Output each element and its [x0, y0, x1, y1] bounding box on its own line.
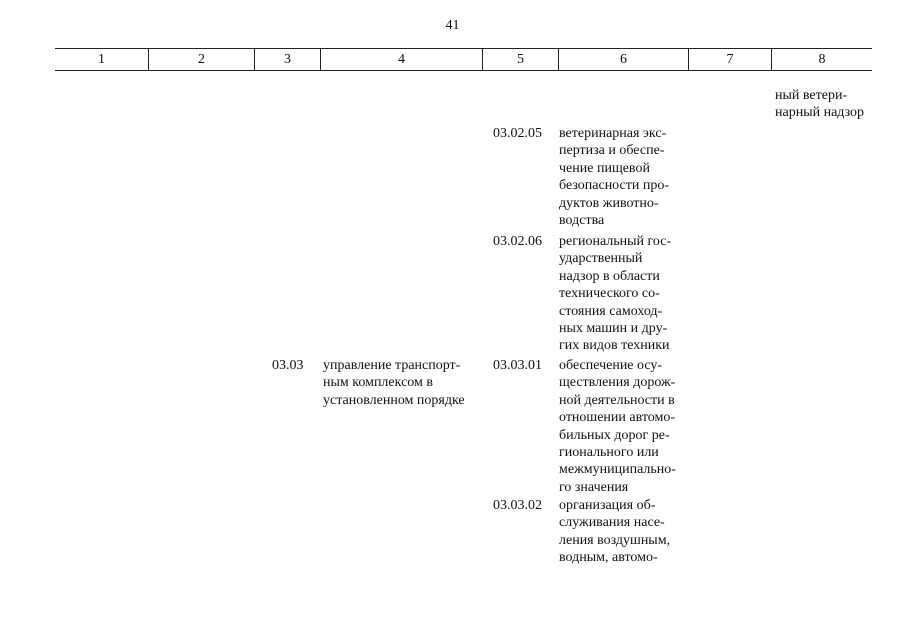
- continued-text-col8: [775, 87, 864, 122]
- column-header-6: 6: [558, 49, 688, 70]
- column-header-5: 5: [482, 49, 558, 70]
- row-description: [559, 497, 670, 567]
- description-line: водным, автомо-: [559, 550, 658, 566]
- description-line: служивания насе-: [559, 515, 665, 531]
- section-name: [323, 357, 465, 409]
- description-line: обеспечение осу-: [559, 358, 663, 373]
- row-description: [559, 357, 676, 496]
- description-line: ной деятельности в: [559, 392, 675, 408]
- description-line: ветеринарная экс-: [559, 126, 667, 141]
- table-header-row: [55, 48, 872, 71]
- row-description: [559, 233, 671, 355]
- description-line: гих видов техники: [559, 338, 670, 354]
- section-name-line: ным комплексом в: [323, 375, 434, 391]
- description-line: пертиза и обеспе-: [559, 143, 665, 159]
- description-line: безопасности про-: [559, 178, 670, 194]
- row-code: 03.03.02: [493, 498, 542, 513]
- description-line: бильных дорог ре-: [559, 427, 670, 443]
- description-line: технического со-: [559, 286, 660, 302]
- continued-text-line: нарный надзор: [775, 105, 865, 121]
- description-line: дуктов животно-: [559, 195, 659, 211]
- continued-text-line: ный ветери-: [775, 88, 848, 103]
- description-line: ления воздушным,: [559, 532, 671, 548]
- description-line: гионального или: [559, 445, 659, 461]
- description-line: чение пищевой: [559, 160, 650, 176]
- section-name-line: установленном порядке: [323, 392, 465, 408]
- description-line: надзор в области: [559, 268, 660, 284]
- page-number: 41: [445, 18, 460, 33]
- column-header-4: 4: [320, 49, 482, 70]
- column-header-2: 2: [148, 49, 254, 70]
- row-code: 03.02.06: [493, 234, 542, 249]
- row-description: [559, 125, 669, 229]
- description-line: ных машин и дру-: [559, 321, 668, 337]
- description-line: стояния самоход-: [559, 303, 663, 319]
- description-line: межмуниципально-: [559, 462, 676, 478]
- description-line: ударственный: [559, 251, 643, 267]
- section-name-line: управление транспорт-: [323, 358, 461, 373]
- section-code: 03.03: [272, 358, 304, 373]
- row-code: 03.02.05: [493, 126, 542, 141]
- column-header-7: 7: [688, 49, 771, 70]
- description-line: го значения: [559, 479, 629, 495]
- description-line: водства: [559, 213, 605, 229]
- row-code: 03.03.01: [493, 358, 542, 373]
- column-header-1: 1: [98, 52, 105, 67]
- description-line: региональный гос-: [559, 234, 672, 249]
- column-header-3: 3: [254, 49, 320, 70]
- description-line: ществления дорож-: [559, 375, 676, 391]
- description-line: отношении автомо-: [559, 410, 676, 426]
- column-header-8: 8: [771, 49, 872, 70]
- description-line: организация об-: [559, 498, 656, 513]
